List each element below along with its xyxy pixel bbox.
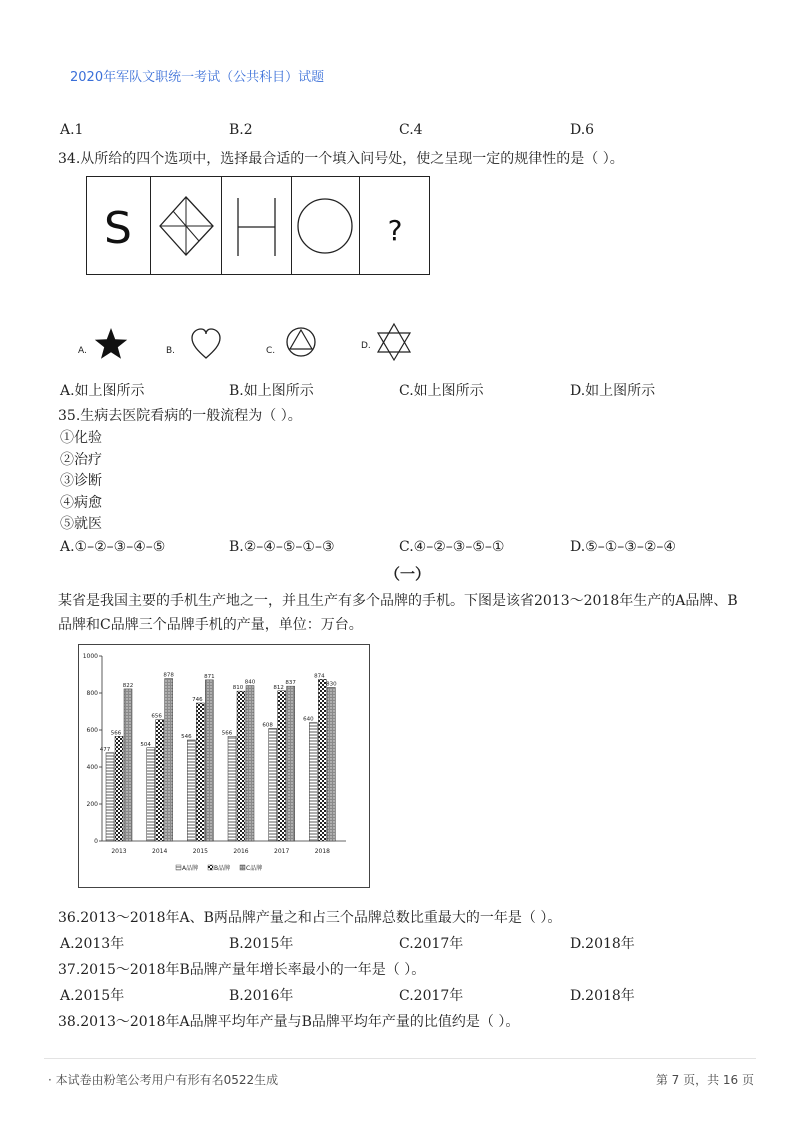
y-tick-label: 600	[86, 727, 98, 734]
q34-figure-sequence	[86, 176, 431, 276]
bar-value-label: 840	[244, 679, 256, 686]
x-tick-label: 2016	[233, 848, 249, 855]
legend-label: C品牌	[246, 865, 263, 872]
section-description: 某省是我国主要的手机生产地之一，并且生产有多个品牌的手机。下图是该省2013～2018年生产的A品牌、B品牌和C品牌三个品牌手机的产量，单位：万台。	[58, 593, 738, 633]
bar-2016-series-1	[228, 736, 236, 841]
x-tick-label: 2013	[111, 848, 127, 855]
q34-option-c[interactable]: C.如上图所示	[399, 383, 484, 399]
bar-value-label: 871	[204, 673, 215, 680]
bar-2018-series-1	[309, 723, 317, 841]
bar-2013-series-2	[115, 736, 123, 841]
bar-2017-series-1	[269, 729, 277, 841]
bar-value-label: 566	[221, 730, 233, 737]
legend-swatch	[208, 865, 213, 870]
page-header-title: 2020年军队文职统一考试（公共科目）试题	[70, 70, 325, 85]
bar-value-label: 656	[151, 713, 162, 720]
legend-swatch	[176, 865, 181, 870]
q35-step-2: ②治疗	[60, 452, 102, 468]
footer-generated-note: · 本试卷由粉笔公考用户有形有名0522生成	[48, 1073, 279, 1087]
x-tick-label: 2014	[152, 848, 168, 855]
bar-2015-series-3	[205, 680, 213, 841]
footer-divider	[44, 1058, 756, 1059]
x-tick-label: 2018	[314, 848, 330, 855]
q33-option-d[interactable]: D.6	[570, 122, 595, 138]
sequence-letter-s: S	[104, 203, 132, 254]
legend-swatch	[240, 865, 245, 870]
h-shape-figure	[238, 198, 275, 256]
q36-stem: 36.2013～2018年A、B两品牌产量之和占三个品牌总数比重最大的一年是（ ）。	[58, 910, 562, 926]
bar-value-label: 546	[181, 733, 192, 740]
y-tick-label: 800	[86, 690, 98, 697]
circle-triangle-icon[interactable]	[287, 328, 315, 356]
choice-b-label: B.	[166, 346, 176, 356]
bar-2016-series-3	[246, 686, 254, 841]
bar-value-label: 477	[99, 746, 111, 753]
bar-value-label: 830	[326, 681, 337, 688]
x-tick-label: 2015	[192, 848, 208, 855]
legend-label: A品牌	[182, 865, 199, 872]
bar-value-label: 878	[163, 672, 174, 679]
x-tick-label: 2017	[274, 848, 290, 855]
chart-legend	[176, 864, 262, 872]
bar-value-label: 608	[262, 722, 273, 729]
q37-stem: 37.2015～2018年B品牌产量年增长率最小的一年是（ ）。	[58, 962, 426, 978]
q35-option-c[interactable]: C.④–②–③–⑤–①	[399, 539, 505, 555]
q34-choice-figures	[70, 318, 430, 364]
q34-option-a[interactable]: A.如上图所示	[60, 383, 145, 399]
q37-option-a[interactable]: A.2015年	[60, 988, 125, 1004]
bar-value-label: 812	[273, 684, 284, 691]
bar-value-label: 746	[192, 696, 203, 703]
choice-a-label: A.	[78, 346, 87, 356]
bar-value-label: 874	[314, 673, 325, 680]
bar-value-label: 504	[140, 741, 151, 748]
y-tick-label: 200	[86, 801, 98, 808]
q33-option-c[interactable]: C.4	[399, 122, 423, 138]
bar-2018-series-2	[318, 679, 326, 841]
choice-c-label: C.	[266, 346, 276, 356]
q34-stem: 34.从所给的四个选项中，选择最合适的一个填入问号处，使之呈现一定的规律性的是（ ）。	[58, 151, 624, 167]
heart-icon[interactable]	[192, 329, 220, 358]
q33-option-b[interactable]: B.2	[229, 122, 253, 138]
bar-2014-series-1	[147, 748, 155, 841]
bar-value-label: 837	[285, 680, 296, 687]
choice-d-label: D.	[361, 341, 371, 351]
y-tick-label: 1000	[82, 653, 98, 660]
bar-2016-series-2	[237, 691, 245, 841]
bar-2017-series-3	[287, 686, 295, 841]
bar-value-label: 566	[110, 730, 122, 737]
bar-2018-series-3	[327, 687, 335, 841]
bar-2014-series-2	[156, 720, 164, 841]
q37-option-c[interactable]: C.2017年	[399, 988, 464, 1004]
y-tick-label: 400	[86, 764, 98, 771]
bar-2015-series-1	[187, 740, 195, 841]
bar-2017-series-2	[278, 691, 286, 841]
bar-2015-series-2	[196, 703, 204, 841]
q35-option-b[interactable]: B.②–④–⑤–①–③	[229, 539, 335, 555]
q35-option-a[interactable]: A.①–②–③–④–⑤	[60, 539, 166, 555]
phone-production-bar-chart	[78, 644, 370, 888]
section-title: （一）	[385, 565, 431, 583]
q37-option-b[interactable]: B.2016年	[229, 988, 294, 1004]
q36-option-c[interactable]: C.2017年	[399, 936, 464, 952]
bar-value-label: 640	[303, 716, 314, 723]
q35-stem: 35.生病去医院看病的一般流程为（ ）。	[58, 408, 302, 424]
legend-label: B品牌	[214, 865, 231, 872]
q35-step-3: ③诊断	[60, 473, 102, 489]
bar-2013-series-1	[106, 753, 114, 841]
q38-stem: 38.2013～2018年A品牌平均年产量与B品牌平均年产量的比值约是（ ）。	[58, 1014, 520, 1030]
q36-option-d[interactable]: D.2018年	[570, 936, 635, 952]
bar-2014-series-3	[165, 679, 173, 841]
q36-option-b[interactable]: B.2015年	[229, 936, 294, 952]
q34-option-d[interactable]: D.如上图所示	[570, 383, 656, 399]
q33-option-a[interactable]: A.1	[60, 122, 84, 138]
q35-step-5: ⑤就医	[60, 516, 102, 532]
question-mark: ?	[387, 214, 403, 247]
q37-option-d[interactable]: D.2018年	[570, 988, 635, 1004]
diamond-with-cross-figure	[160, 197, 213, 255]
footer-page-number: 第 7 页，共 16 页	[655, 1073, 754, 1087]
hexagram-icon[interactable]	[378, 324, 410, 360]
q35-option-d[interactable]: D.⑤–①–③–②–④	[570, 539, 676, 555]
q34-option-b[interactable]: B.如上图所示	[229, 383, 314, 399]
q35-step-1: ①化验	[60, 430, 102, 446]
bar-2013-series-3	[124, 689, 132, 841]
y-tick-label: 0	[94, 838, 98, 845]
bar-value-label: 822	[122, 682, 134, 689]
q35-step-4: ④病愈	[60, 495, 102, 511]
circle-figure	[298, 199, 352, 253]
star-icon[interactable]	[95, 328, 127, 359]
q36-option-a[interactable]: A.2013年	[60, 936, 125, 952]
bar-value-label: 810	[232, 685, 244, 692]
